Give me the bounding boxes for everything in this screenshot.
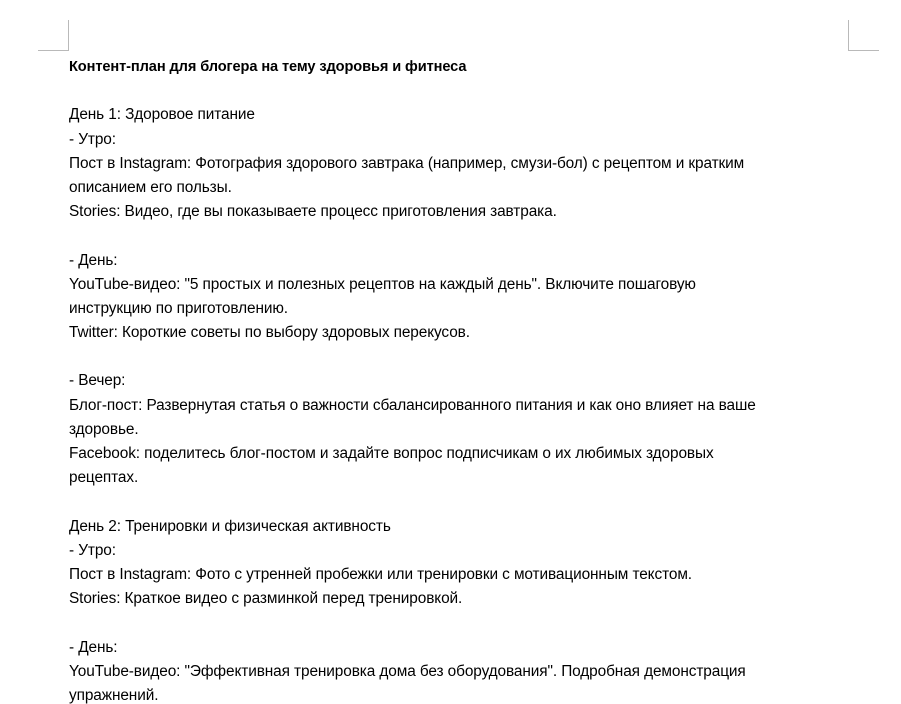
text-line: - День: [69,638,118,656]
blank-line [69,345,859,369]
text-line: День 2: Тренировки и физическая активность [69,517,391,535]
crop-mark-top-right-vertical [848,20,849,51]
text-line: инструкцию по приготовлению. [69,299,288,317]
document-title: Контент-план для блогера на тему здоровья и фитнеса [69,59,467,75]
blank-line [69,611,859,635]
text-line: YouTube-видео: "Эффективная тренировка дома без оборудования". Подробная демонстрация [69,662,746,680]
text-line: Пост в Instagram: Фотография здорового завтрака (например, смузи-бол) с рецептом и кратким [69,154,745,172]
text-line: рецептах. [69,469,139,487]
text-line: Stories: Краткое видео с разминкой перед тренировкой. [69,590,463,608]
text-line: YouTube-видео: "5 простых и полезных рецептов на каждый день". Включите пошаговую [69,275,696,293]
text-line: здоровье. [69,420,139,438]
blank-line [69,490,859,514]
text-line: - Утро: [69,541,116,559]
document-body[interactable] [69,55,859,704]
crop-mark-top-left-vertical [68,20,69,51]
blank-line [69,224,859,248]
text-line: упражнений. [69,686,159,704]
crop-mark-top-right-horizontal [848,50,879,51]
text-line: - День: [69,251,118,269]
text-line: Пост в Instagram: Фото с утренней пробежки или тренировки с мотивационным текстом. [69,565,692,583]
text-line: Stories: Видео, где вы показываете процесс приготовления завтрака. [69,203,557,221]
text-line: - Вечер: [69,372,126,390]
text-line: Twitter: Короткие советы по выбору здоровых перекусов. [69,324,470,342]
text-line: Блог-пост: Развернутая статья о важности сбалансированного питания и как оно влияет на ваше [69,396,756,414]
text-line: описанием его пользы. [69,178,232,196]
crop-mark-top-left-horizontal [38,50,69,51]
text-line: - Утро: [69,130,116,148]
text-line: Facebook: поделитесь блог-постом и задайте вопрос подписчикам о их любимых здоровых [69,445,714,462]
blank-line [69,79,859,103]
text-line: День 1: Здоровое питание [69,106,255,124]
